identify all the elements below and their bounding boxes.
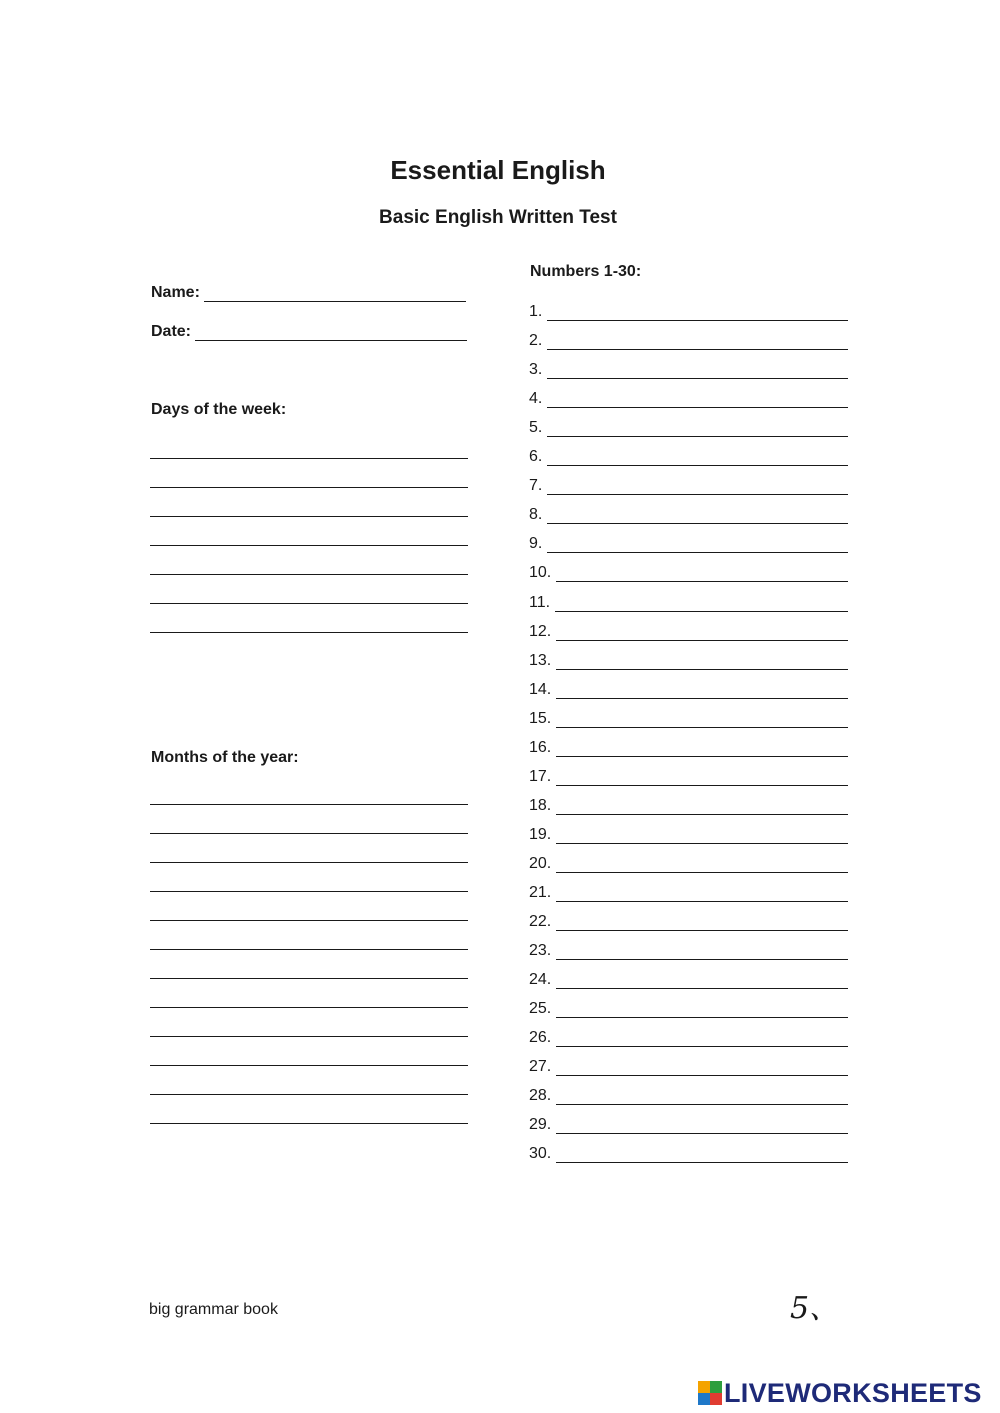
number-label: 22.: [529, 913, 552, 931]
brand-logo-icon: [698, 1381, 722, 1405]
number-row[interactable]: [529, 533, 848, 553]
number-row[interactable]: [529, 417, 848, 437]
number-label: 16.: [529, 738, 552, 756]
number-answer-blank[interactable]: [556, 1090, 848, 1105]
number-label: 12.: [529, 622, 552, 640]
number-answer-blank[interactable]: [547, 335, 848, 350]
number-label: 1.: [529, 303, 543, 320]
month-answer-line[interactable]: [150, 1007, 468, 1008]
date-field[interactable]: [151, 323, 467, 341]
number-label: 4.: [529, 390, 543, 408]
number-answer-blank[interactable]: [556, 1148, 848, 1163]
day-answer-line[interactable]: [150, 545, 468, 546]
number-label: 5.: [529, 419, 543, 437]
number-label: 13.: [529, 651, 552, 669]
month-answer-line[interactable]: [150, 833, 468, 834]
numbers-heading: Numbers 1-30:: [530, 263, 642, 280]
number-row[interactable]: [529, 1114, 848, 1134]
number-answer-blank[interactable]: [555, 597, 848, 612]
number-label: 20.: [529, 854, 552, 872]
number-label: 19.: [529, 825, 552, 843]
number-answer-blank[interactable]: [547, 451, 848, 466]
number-answer-blank[interactable]: [547, 306, 848, 321]
name-label: Name:: [151, 284, 200, 301]
number-label: 11.: [529, 593, 551, 611]
days-heading: Days of the week:: [151, 401, 287, 418]
number-answer-blank[interactable]: [547, 393, 848, 408]
number-label: 28.: [529, 1087, 552, 1105]
number-label: 30.: [529, 1145, 552, 1163]
month-answer-line[interactable]: [150, 1036, 468, 1037]
number-answer-blank[interactable]: [556, 655, 848, 670]
number-answer-blank[interactable]: [556, 945, 848, 960]
number-row[interactable]: [529, 562, 848, 582]
number-row[interactable]: [529, 650, 848, 670]
number-row[interactable]: [529, 795, 848, 815]
months-heading: Months of the year:: [151, 749, 299, 766]
month-answer-line[interactable]: [150, 891, 468, 892]
number-label: 21.: [529, 884, 552, 901]
number-row[interactable]: [529, 824, 848, 844]
number-row[interactable]: [529, 1027, 848, 1047]
number-row[interactable]: [529, 301, 848, 321]
number-label: 10.: [529, 564, 552, 582]
name-field[interactable]: [151, 284, 466, 302]
number-label: 25.: [529, 1000, 552, 1018]
number-label: 29.: [529, 1116, 552, 1134]
number-label: 7.: [529, 477, 543, 495]
number-answer-blank[interactable]: [556, 626, 848, 641]
number-row[interactable]: [529, 998, 848, 1018]
number-label: 26.: [529, 1029, 552, 1047]
number-row[interactable]: [529, 853, 848, 873]
page-subtitle: Basic English Written Test: [379, 207, 617, 228]
number-answer-blank[interactable]: [556, 974, 848, 989]
number-row[interactable]: [529, 708, 848, 728]
number-answer-blank[interactable]: [556, 713, 848, 728]
number-label: 6.: [529, 448, 543, 466]
number-answer-blank[interactable]: [547, 364, 848, 379]
number-label: 3.: [529, 361, 543, 379]
number-row[interactable]: [529, 621, 848, 641]
number-label: 18.: [529, 796, 552, 814]
number-label: 2.: [529, 332, 543, 350]
month-answer-line[interactable]: [150, 862, 468, 863]
footer-source: big grammar book: [149, 1301, 278, 1318]
number-label: 17.: [529, 767, 552, 785]
number-row[interactable]: [529, 766, 848, 786]
number-answer-blank[interactable]: [556, 829, 848, 844]
name-blank[interactable]: [204, 285, 466, 302]
number-row[interactable]: [529, 911, 848, 931]
month-answer-line[interactable]: [150, 920, 468, 921]
number-row[interactable]: [529, 940, 848, 960]
number-row[interactable]: [529, 330, 848, 350]
number-answer-blank[interactable]: [547, 509, 848, 524]
date-blank[interactable]: [195, 324, 467, 341]
month-answer-line[interactable]: [150, 1123, 468, 1124]
page-number: 5、: [790, 1291, 840, 1326]
liveworksheets-brand[interactable]: [698, 1377, 982, 1409]
number-label: 9.: [529, 535, 543, 553]
number-answer-blank[interactable]: [556, 800, 848, 815]
number-answer-blank[interactable]: [556, 887, 848, 902]
number-label: 27.: [529, 1058, 552, 1076]
day-answer-line[interactable]: [150, 458, 468, 459]
number-answer-blank[interactable]: [556, 916, 848, 931]
number-row[interactable]: [529, 592, 848, 612]
number-row[interactable]: [529, 504, 848, 524]
date-label: Date:: [151, 323, 192, 340]
number-answer-blank[interactable]: [556, 742, 848, 757]
number-label: 15.: [529, 709, 552, 727]
number-row[interactable]: [529, 475, 848, 495]
day-answer-line[interactable]: [150, 516, 468, 517]
number-answer-blank[interactable]: [556, 1061, 848, 1076]
month-answer-line[interactable]: [150, 804, 468, 805]
number-answer-blank[interactable]: [556, 1003, 848, 1018]
day-answer-line[interactable]: [150, 574, 468, 575]
day-answer-line[interactable]: [150, 487, 468, 488]
number-label: 14.: [529, 680, 552, 698]
number-answer-blank[interactable]: [556, 684, 848, 699]
day-answer-line[interactable]: [150, 603, 468, 604]
number-row[interactable]: [529, 388, 848, 408]
number-row[interactable]: [529, 1143, 848, 1163]
month-answer-line[interactable]: [150, 949, 468, 950]
number-row[interactable]: [529, 737, 848, 757]
number-label: 23.: [529, 942, 552, 960]
number-answer-blank[interactable]: [547, 422, 848, 437]
number-row[interactable]: [529, 359, 848, 379]
month-answer-line[interactable]: [150, 978, 468, 979]
number-answer-blank[interactable]: [556, 858, 848, 873]
day-answer-line[interactable]: [150, 632, 468, 633]
number-row[interactable]: [529, 882, 848, 902]
brand-name: LIVEWORKSHEETS: [724, 1377, 982, 1408]
number-row[interactable]: [529, 969, 848, 989]
number-answer-blank[interactable]: [556, 1032, 848, 1047]
number-answer-blank[interactable]: [547, 480, 848, 495]
number-label: 24.: [529, 971, 552, 989]
number-row[interactable]: [529, 446, 848, 466]
number-row[interactable]: [529, 1085, 848, 1105]
number-answer-blank[interactable]: [556, 771, 848, 786]
number-label: 8.: [529, 506, 543, 524]
number-row[interactable]: [529, 679, 848, 699]
number-row[interactable]: [529, 1056, 848, 1076]
number-answer-blank[interactable]: [547, 538, 848, 553]
page-title: Essential English: [390, 155, 606, 185]
number-answer-blank[interactable]: [556, 567, 848, 582]
number-answer-blank[interactable]: [556, 1119, 848, 1134]
month-answer-line[interactable]: [150, 1094, 468, 1095]
month-answer-line[interactable]: [150, 1065, 468, 1066]
